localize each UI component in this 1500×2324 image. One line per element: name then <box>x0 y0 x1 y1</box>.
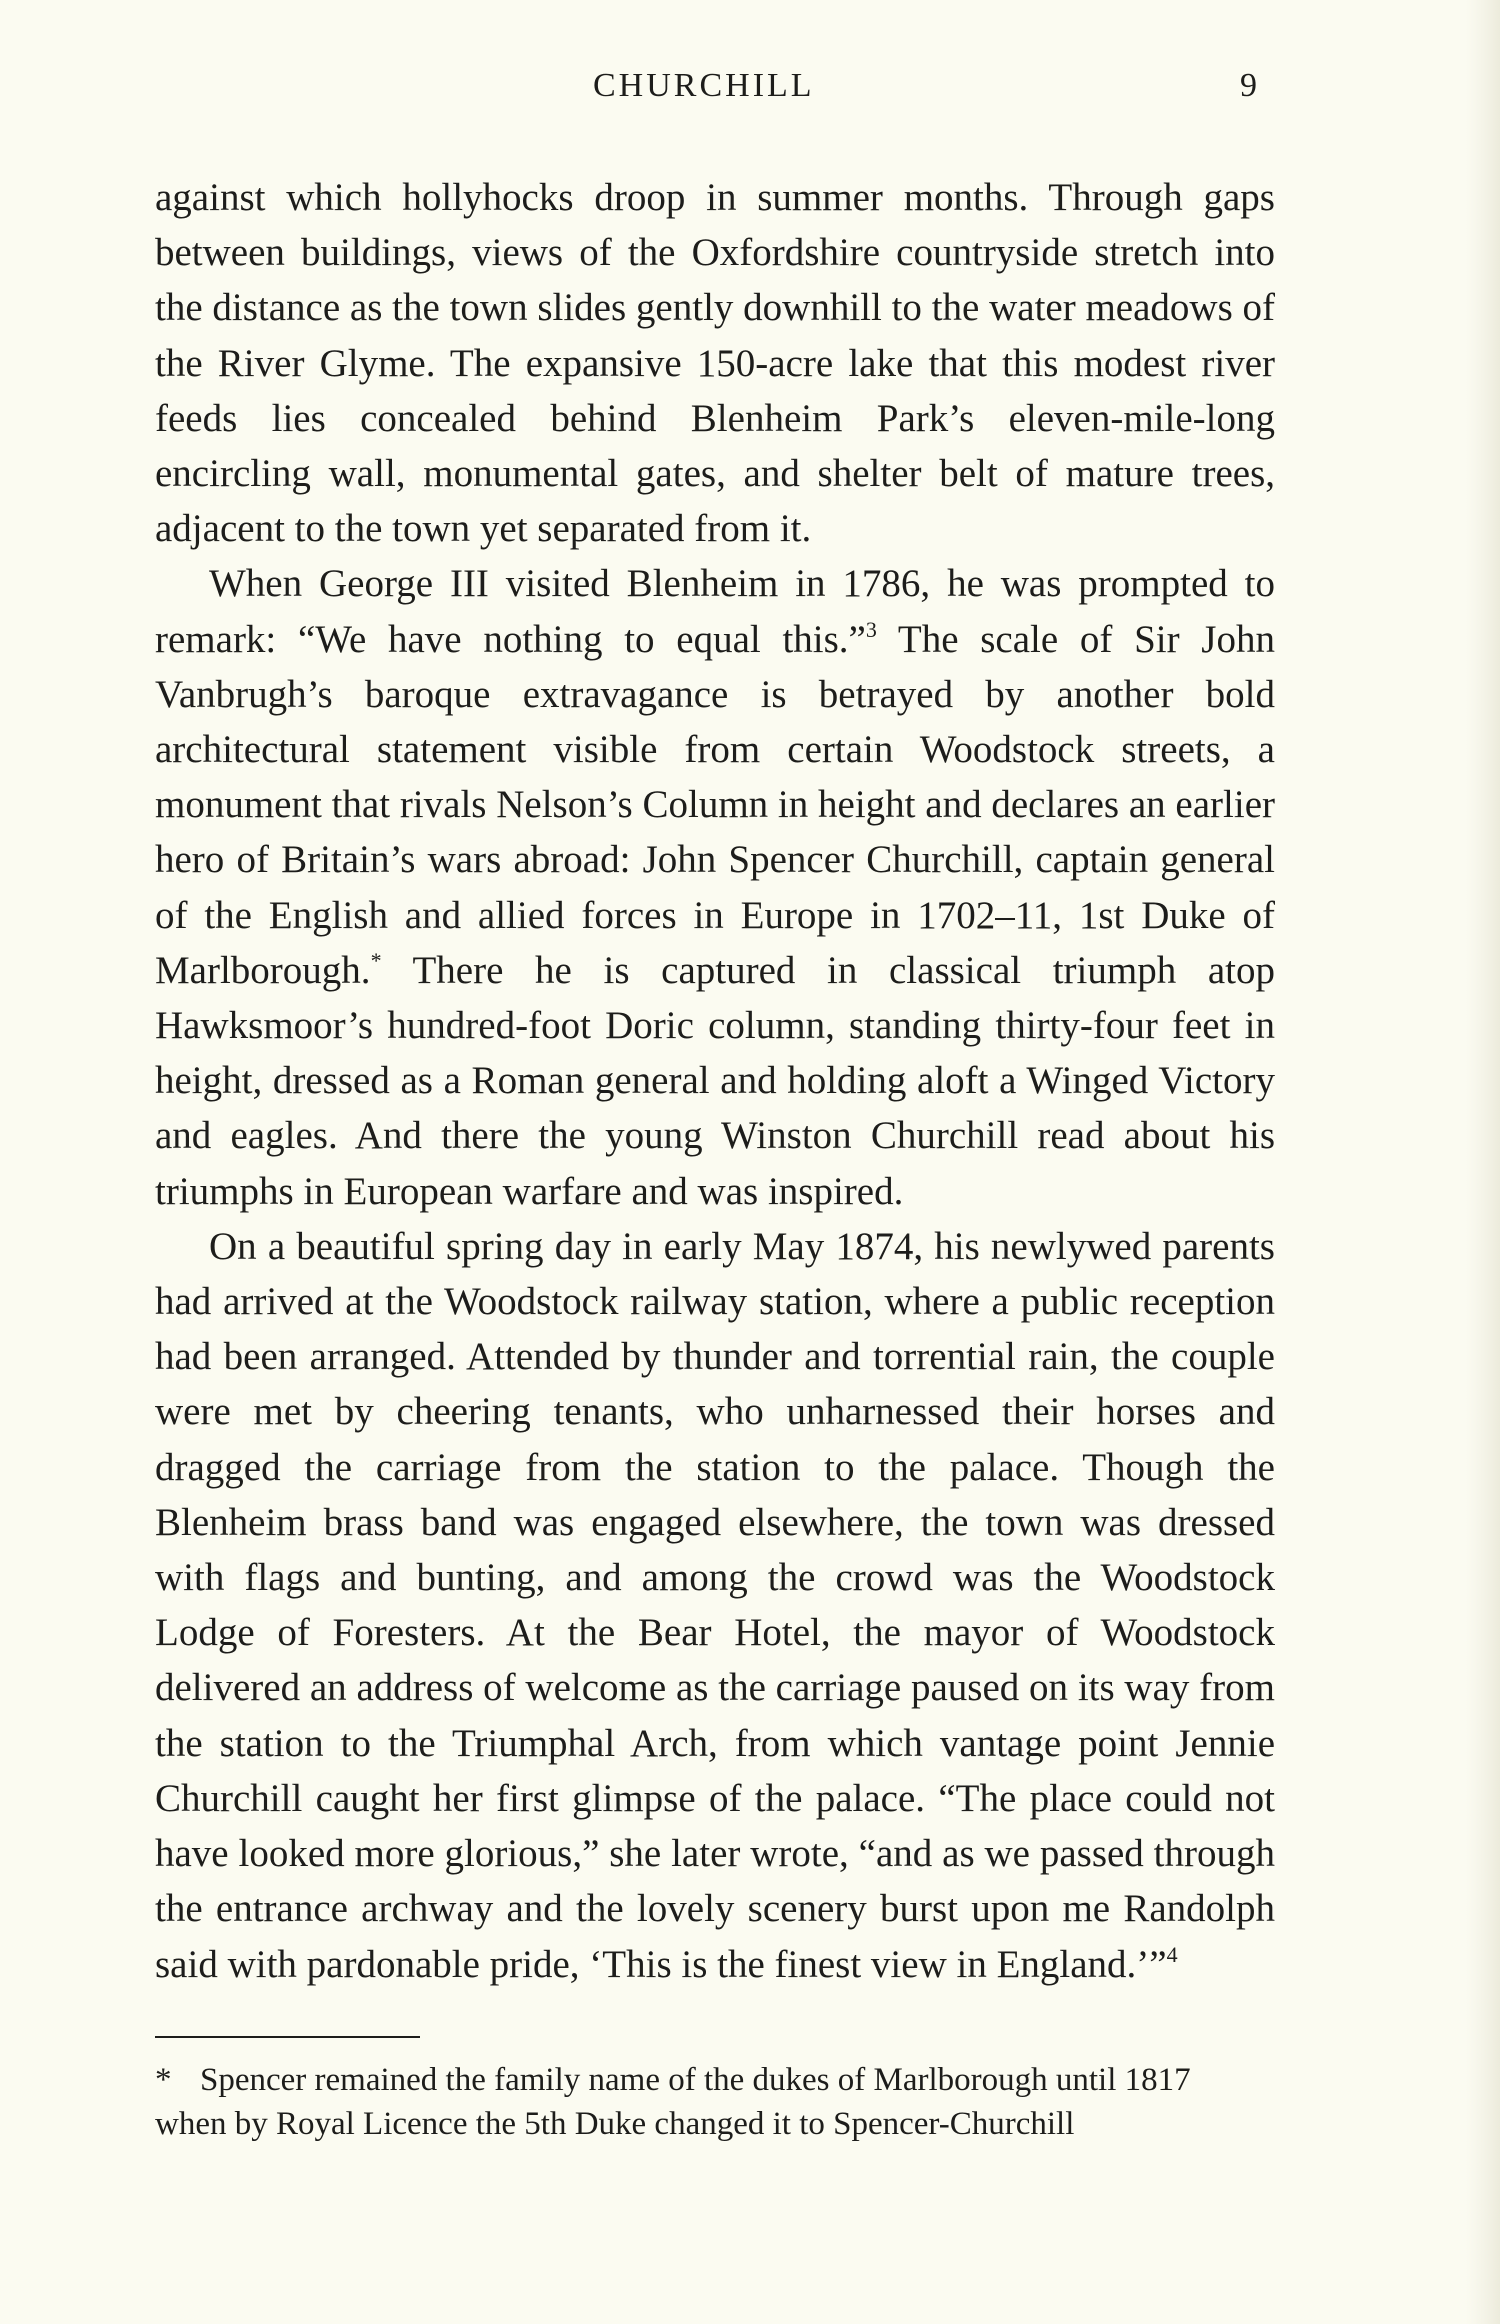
footnote-line-1 <box>155 2058 1285 2102</box>
paragraph-3 <box>155 1219 1275 1992</box>
footnote-marker: * <box>155 2062 172 2098</box>
paragraph-2 <box>155 556 1275 1218</box>
page-number: 9 <box>1240 67 1257 104</box>
footnote-text-1: Spencer remained the family name of the dukes of Marlborough until 1817 <box>200 2062 1191 2098</box>
footnote-ref-star: * <box>370 947 382 973</box>
paragraph-2-part-2: The scale of Sir John Vanbrugh’s baroque extravagance is betrayed by another bold architectural statement visible from certain Woodstock streets, a monument that rivals Nelson’s Column in height and declares an earlier hero of Britain’s wars abroad: John Spencer Churchill, captain general of the English and allied forces in Europe in 1702–11, 1st Duke of Marlborough. <box>155 617 1275 992</box>
footnote-line-2: when by Royal Licence the 5th Duke changed it to Spencer-Churchill <box>155 2106 1075 2142</box>
paragraph-2-part-1: When George III visited Blenheim in 1786, he was prompted to remark: “We have nothing to equal this.” <box>155 562 1275 661</box>
endnote-ref-3: 3 <box>865 616 877 642</box>
paragraph-1: against which hollyhocks droop in summer months. Through gaps between buildings, views of the Oxfordshire countryside stretch into the distance as the town slides gently downhill to the water meadows of the River Glyme. The expansive 150-acre lake that this modest river feeds lies concealed behind Blenheim Park’s eleven-mile-long encircling wall, monumental gates, and shelter belt of mature trees, adjacent to the town yet separated from it. <box>155 176 1275 551</box>
running-head: CHURCHILL <box>593 67 815 104</box>
footnote <box>155 2058 1285 2146</box>
footnote-rule <box>155 2036 420 2038</box>
body-text <box>155 170 1275 1992</box>
paragraph-2-part-3: There he is captured in classical triumph atop Hawksmoor’s hundred-foot Doric column, standing thirty-four feet in height, dressed as a Roman general and holding aloft a Winged Victory and eagles. And there the young Winston Churchill read about his triumphs in European warfare and was inspired. <box>155 948 1275 1213</box>
paragraph-3-text: On a beautiful spring day in early May 1874, his newlywed parents had arrived at the Woodstock railway station, where a public reception had been arranged. Attended by thunder and torrential rain, the couple were met by cheering tenants, who unharnessed their horses and dragged the carriage from the station to the palace. Though the Blenheim brass band was engaged elsewhere, the town was dressed with flags and bunting, and among the crowd was the Woodstock Lodge of Foresters. At the Bear Hotel, the mayor of Woodstock delivered an address of welcome as the carriage paused on its way from the station to the Triumphal Arch, from which vantage point Jennie Churchill caught her first glimpse of the palace. “The place could not have looked more glorious,” she later wrote, “and as we passed through the entrance archway and the lovely scenery burst upon me Randolph said with pardonable pride, ‘This is the finest view in England.’” <box>155 1224 1275 1986</box>
page-edge-shadow <box>1466 0 1500 2324</box>
endnote-ref-4: 4 <box>1166 1941 1178 1967</box>
